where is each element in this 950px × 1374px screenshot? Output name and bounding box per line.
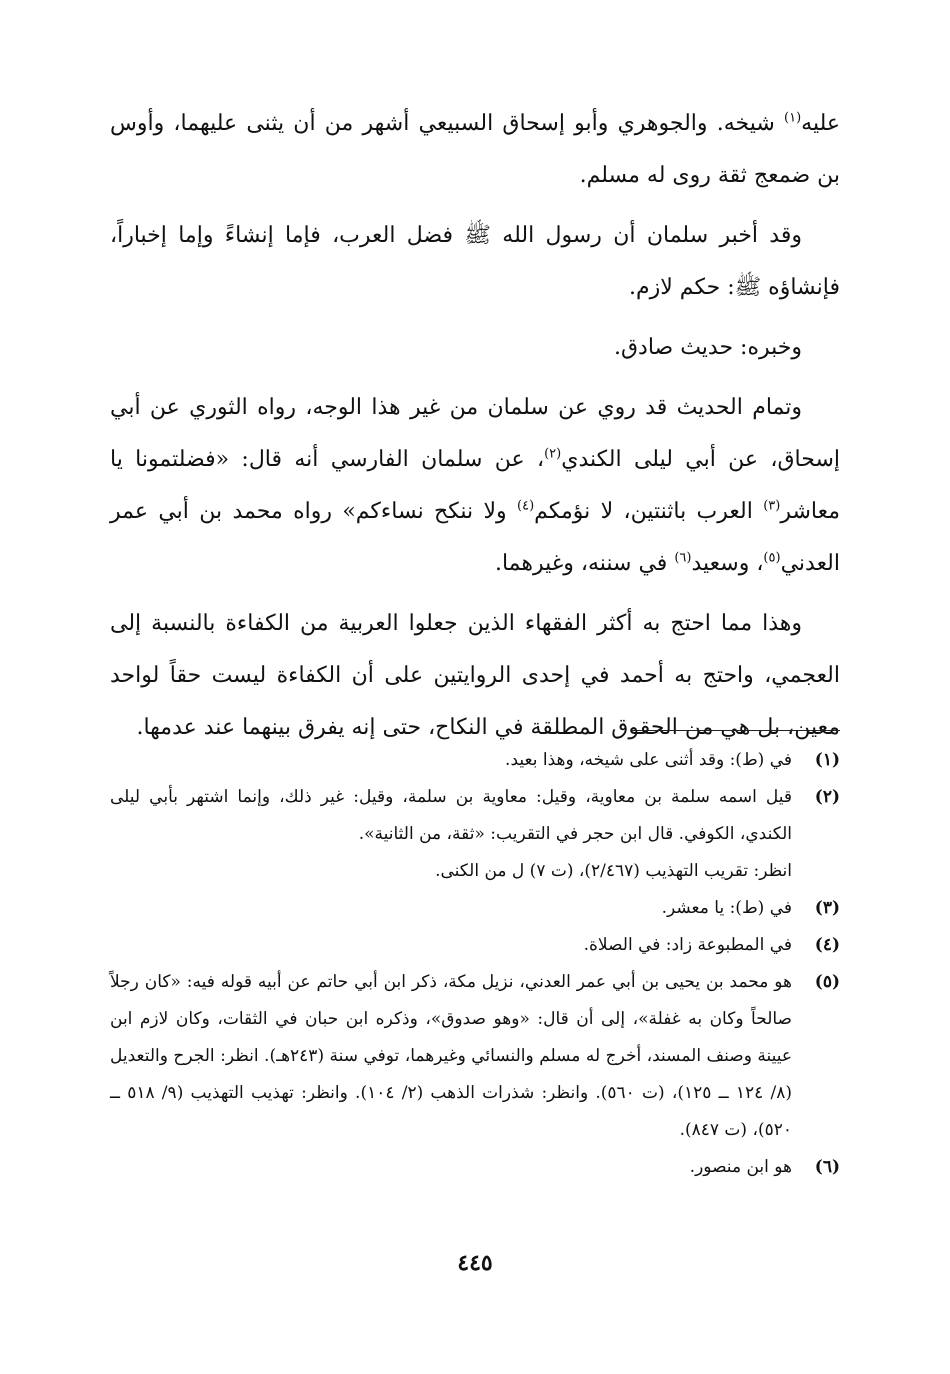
paragraph-2: وقد أخبر سلمان أن رسول الله ﷺ فضل العرب، فإما إنشاءً وإما إخباراً، فإنشاؤه ﷺ: حكم لازم. [110, 223, 840, 300]
footnote-line: هو ابن منصور. [689, 1157, 792, 1177]
page-number: ٤٤٥ [457, 1250, 493, 1276]
footnote-5 [110, 964, 840, 1149]
footnote-text [110, 779, 792, 890]
paragraph-4-text: العرب باثنتين، لا نؤمكم [534, 499, 764, 524]
footnote-ref-3[interactable]: (٣) [763, 498, 781, 514]
footnote-line: انظر: تقريب التهذيب (٢/٤٦٧)، (ت ٧) ل من الكنى. [435, 861, 792, 881]
footnote-number: (١) [814, 750, 840, 770]
footnote-text [110, 964, 792, 1149]
footnote-ref-5[interactable]: (٥) [763, 550, 781, 566]
footnote-line: هو محمد بن يحيى بن أبي عمر العدني، نزيل مكة، ذكر ابن أبي حاتم عن أبيه قوله فيه: «كان رجلاً صالحاً وكان به غفلة»، إلى أن قال: «وهو صدوق»، وذكره ابن حبان في الثقات، وكان لازم ابن عيينة وصنف المسند، أخرج له مسلم والنسائي وغيرهما، توفي سنة (٢٤٣هـ). انظر: الجرح والتعديل (٨/ ١٢٤ ــ ١٢٥)، (ت ٥٦٠). وانظر: شذرات الذهب (٢/ ١٠٤). وانظر: تهذيب التهذيب (٩/ ٥١٨ ــ ٥٢٠)، (ت ٨٤٧). [110, 972, 792, 1140]
paragraph-4-text: ، عن سلمان الفارسي أنه قال: «فضلتمونا يا معاشر [110, 447, 841, 524]
footnote-3 [110, 890, 840, 927]
footnote-text [110, 742, 792, 779]
paragraph-4-text: ، وسعيد [691, 551, 764, 576]
paragraph-1-text: عليه [801, 111, 840, 136]
footnote-number: (٥) [814, 972, 840, 992]
footnote-1 [110, 742, 840, 779]
paragraph-4 [110, 382, 840, 590]
footnote-ref-4[interactable]: (٤) [517, 498, 535, 514]
footnote-line: في (ط): وقد أثنى على شيخه، وهذا بعيد. [505, 750, 792, 770]
footnote-number: (٢) [814, 787, 840, 807]
footnote-text [110, 927, 792, 964]
footnote-text [110, 1149, 792, 1186]
footnote-text [110, 890, 792, 927]
footnote-number: (٤) [814, 935, 840, 955]
main-text [110, 98, 840, 754]
paragraph-4-text: وتمام الحديث قد روي عن سلمان من غير هذا الوجه، رواه الثوري عن أبي إسحاق، عن أبي ليلى الكندي [110, 395, 841, 472]
footnote-line: قيل اسمه سلمة بن معاوية، وقيل: معاوية بن سلمة، وقيل: غير ذلك، وإنما اشتهر بأبي ليلى الكندي، الكوفي. قال ابن حجر في التقريب: «ثقة، من الثانية». [110, 787, 792, 844]
footnote-separator [632, 730, 840, 731]
footnote-ref-6[interactable]: (٦) [674, 550, 692, 566]
paragraph-5: وهذا مما احتج به أكثر الفقهاء الذين جعلوا العربية من الكفاءة بالنسبة إلى العجمي، واحتج به أحمد في إحدى الروايتين على أن الكفاءة ليست حقاً لواحد معين، بل هي من الحقوق المطلقة في النكاح، حتى إنه يفرق بينهما عند عدمها. [110, 611, 840, 740]
footnote-4 [110, 927, 840, 964]
paragraph-4-text: ولا ننكح نساءكم» رواه محمد بن أبي عمر العدني [110, 499, 840, 576]
paragraph-3: وخبره: حديث صادق. [613, 335, 802, 360]
paragraph-1 [110, 98, 840, 202]
footnote-number: (٣) [814, 898, 840, 918]
footnote-2 [110, 779, 840, 890]
footnote-ref-1[interactable]: (١) [784, 110, 802, 126]
footnote-number: (٦) [814, 1157, 840, 1177]
paragraph-4-text: في سننه، وغيرهما. [494, 551, 675, 576]
footnotes [110, 742, 840, 1186]
footnote-ref-2[interactable]: (٢) [544, 446, 562, 462]
footnote-6 [110, 1149, 840, 1186]
footnote-line: في المطبوعة زاد: في الصلاة. [583, 935, 792, 955]
paragraph-1-text-cont: شيخه. والجوهري وأبو إسحاق السبيعي أشهر من أن يثنى عليهما، وأوس بن ضمعج ثقة روى له مسلم. [110, 111, 840, 188]
footnote-line: في (ط): يا معشر. [661, 898, 792, 918]
